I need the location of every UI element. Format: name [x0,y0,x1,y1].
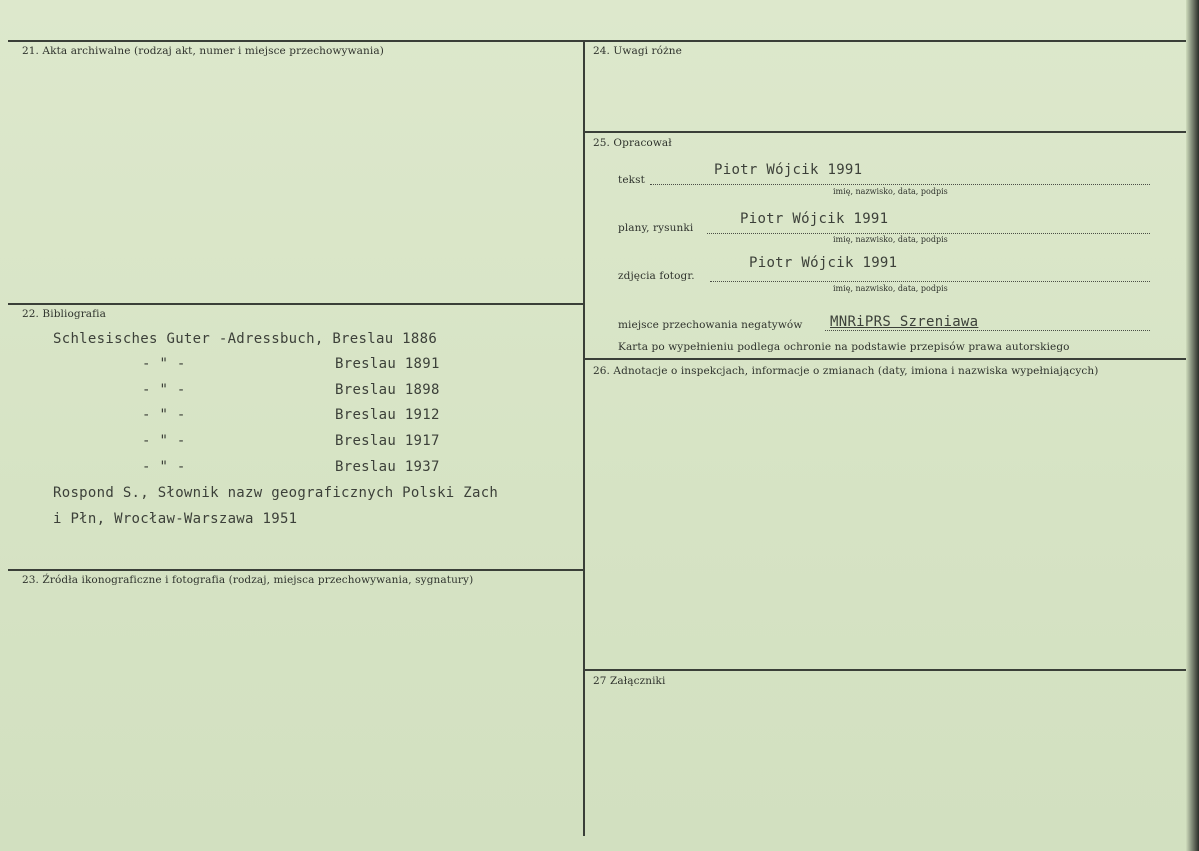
right-edge [1186,0,1199,851]
section-22-label: 22. Bibliografia [22,308,106,320]
biblio-ditto-5: - " - [142,459,186,475]
biblio-line-7: Rospond S., Słownik nazw geograficznych Polski Zach [53,485,499,501]
top-border [8,40,1186,42]
plany-line [707,233,1150,234]
zdjecia-label: zdjęcia fotogr. [618,270,695,282]
divider-25-26 [585,358,1186,360]
divider-24-25 [585,131,1186,133]
biblio-line-3: Breslau 1898 [335,382,440,398]
biblio-line-8: i Płn, Wrocław-Warszawa 1951 [53,511,298,527]
biblio-ditto-4: - " - [142,433,186,449]
biblio-ditto-1: - " - [142,356,186,372]
biblio-ditto-3: - " - [142,407,186,423]
biblio-line-1: Schlesisches Guter -Adressbuch, Breslau 1886 [53,331,438,347]
tekst-caption: imię, nazwisko, data, podpis [833,187,948,196]
biblio-line-4: Breslau 1912 [335,407,440,423]
divider-22-23 [8,569,583,571]
zdjecia-value: Piotr Wójcik 1991 [749,255,898,271]
biblio-ditto-2: - " - [142,382,186,398]
section-24-label: 24. Uwagi różne [593,45,682,57]
biblio-line-5: Breslau 1917 [335,433,440,449]
section-21-label: 21. Akta archiwalne (rodzaj akt, numer i miejsce przechowywania) [22,45,384,57]
miejsce-label: miejsce przechowania negatywów [618,319,803,331]
plany-label: plany, rysunki [618,222,694,234]
plany-value: Piotr Wójcik 1991 [740,211,889,227]
section-25-label: 25. Opracował [593,137,672,149]
karta-note: Karta po wypełnieniu podlega ochronie na podstawie przepisów prawa autorskiego [618,341,1070,353]
section-23-label: 23. Źródła ikonograficzne i fotografia (rodzaj, miejsca przechowywania, sygnatury) [22,574,474,586]
tekst-label: tekst [618,174,645,186]
miejsce-line [825,330,1150,331]
zdjecia-caption: imię, nazwisko, data, podpis [833,284,948,293]
divider-26-27 [585,669,1186,671]
section-27-label: 27 Załączniki [593,675,666,687]
tekst-value: Piotr Wójcik 1991 [714,162,863,178]
biblio-line-6: Breslau 1937 [335,459,440,475]
center-divider [583,40,585,836]
tekst-line [650,184,1150,185]
biblio-line-2: Breslau 1891 [335,356,440,372]
section-26-label: 26. Adnotacje o inspekcjach, informacje o zmianach (daty, imiona i nazwiska wypełniających) [593,365,1099,377]
zdjecia-line [710,281,1150,282]
plany-caption: imię, nazwisko, data, podpis [833,235,948,244]
divider-21-22 [8,303,583,305]
miejsce-value: MNRiPRS Szreniawa [830,314,979,330]
